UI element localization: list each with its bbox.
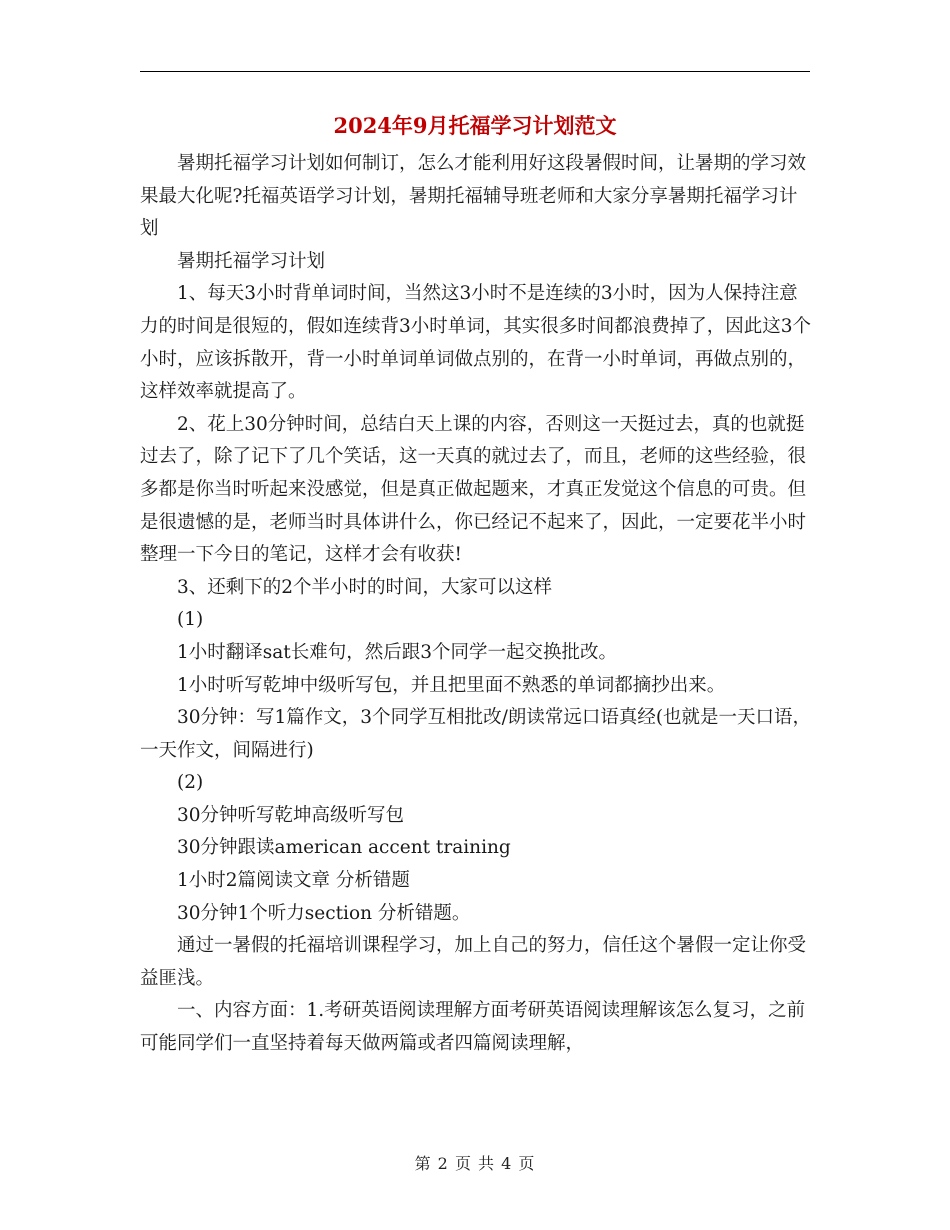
paragraph: 2、花上30分钟时间，总结白天上课的内容，否则这一天挺过去，真的也就挺过去了，除了记下了几个笑话，这一天真的就过去了，而且，老师的这些经验，很多都是你当时听起来没感觉，但是真正做起题来，才真正发觉这个信息的可贵。但是很遗憾的是，老师当时具体讲什么，你已经记不起来了，因此，一定要花半小时整理一下今日的笔记，这样才会有收获! [140, 413, 807, 566]
paragraph: 1小时翻译sat长难句，然后跟3个同学一起交换批改。 [177, 641, 618, 663]
paragraph: 通过一暑假的托福培训课程学习，加上自己的努力，信任这个暑假一定让你受益匪浅。 [140, 935, 807, 989]
document-body [140, 148, 812, 1061]
paragraph: 1小时听写乾坤中级听写包，并且把里面不熟悉的单词都摘抄出来。 [177, 674, 726, 696]
paragraph: 30分钟1个听力section 分析错题。 [177, 902, 471, 924]
paragraph: 一、内容方面：1.考研英语阅读理解方面考研英语阅读理解该怎么复习，之前可能同学们一直坚持着每天做两篇或者四篇阅读理解， [140, 1000, 806, 1055]
paragraph: 暑期托福学习计划如何制订，怎么才能利用好这段暑假时间，让暑期的学习效果最大化呢?托福英语学习计划，暑期托福辅导班老师和大家分享暑期托福学习计划 [140, 153, 807, 240]
header-rule [140, 71, 810, 72]
paragraph: 1小时2篇阅读文章 分析错题 [177, 870, 410, 892]
paragraph: 30分钟：写1篇作文，3个同学互相批改/朗读常远口语真经(也就是一天口语，一天作文，间隔进行) [140, 707, 812, 761]
paragraph: (1) [177, 609, 204, 631]
paragraph: 3、还剩下的2个半小时的时间，大家可以这样 [177, 576, 553, 598]
paragraph: 暑期托福学习计划 [177, 250, 326, 272]
page-number-footer: 第 2 页 共 4 页 [414, 1154, 536, 1173]
paragraph: 1、每天3小时背单词时间，当然这3小时不是连续的3小时，因为人保持注意力的时间是很短的，假如连续背3小时单词，其实很多时间都浪费掉了，因此这3个小时，应该拆散开，背一小时单词单词做点别的，在背一小时单词，再做点别的，这样效率就提高了。 [140, 283, 812, 403]
document-title: 2024年9月托福学习计划范文 [333, 113, 617, 138]
paragraph: (2) [177, 772, 204, 794]
paragraph: 30分钟听写乾坤高级听写包 [177, 804, 405, 826]
paragraph: 30分钟跟读american accent training [177, 837, 511, 859]
